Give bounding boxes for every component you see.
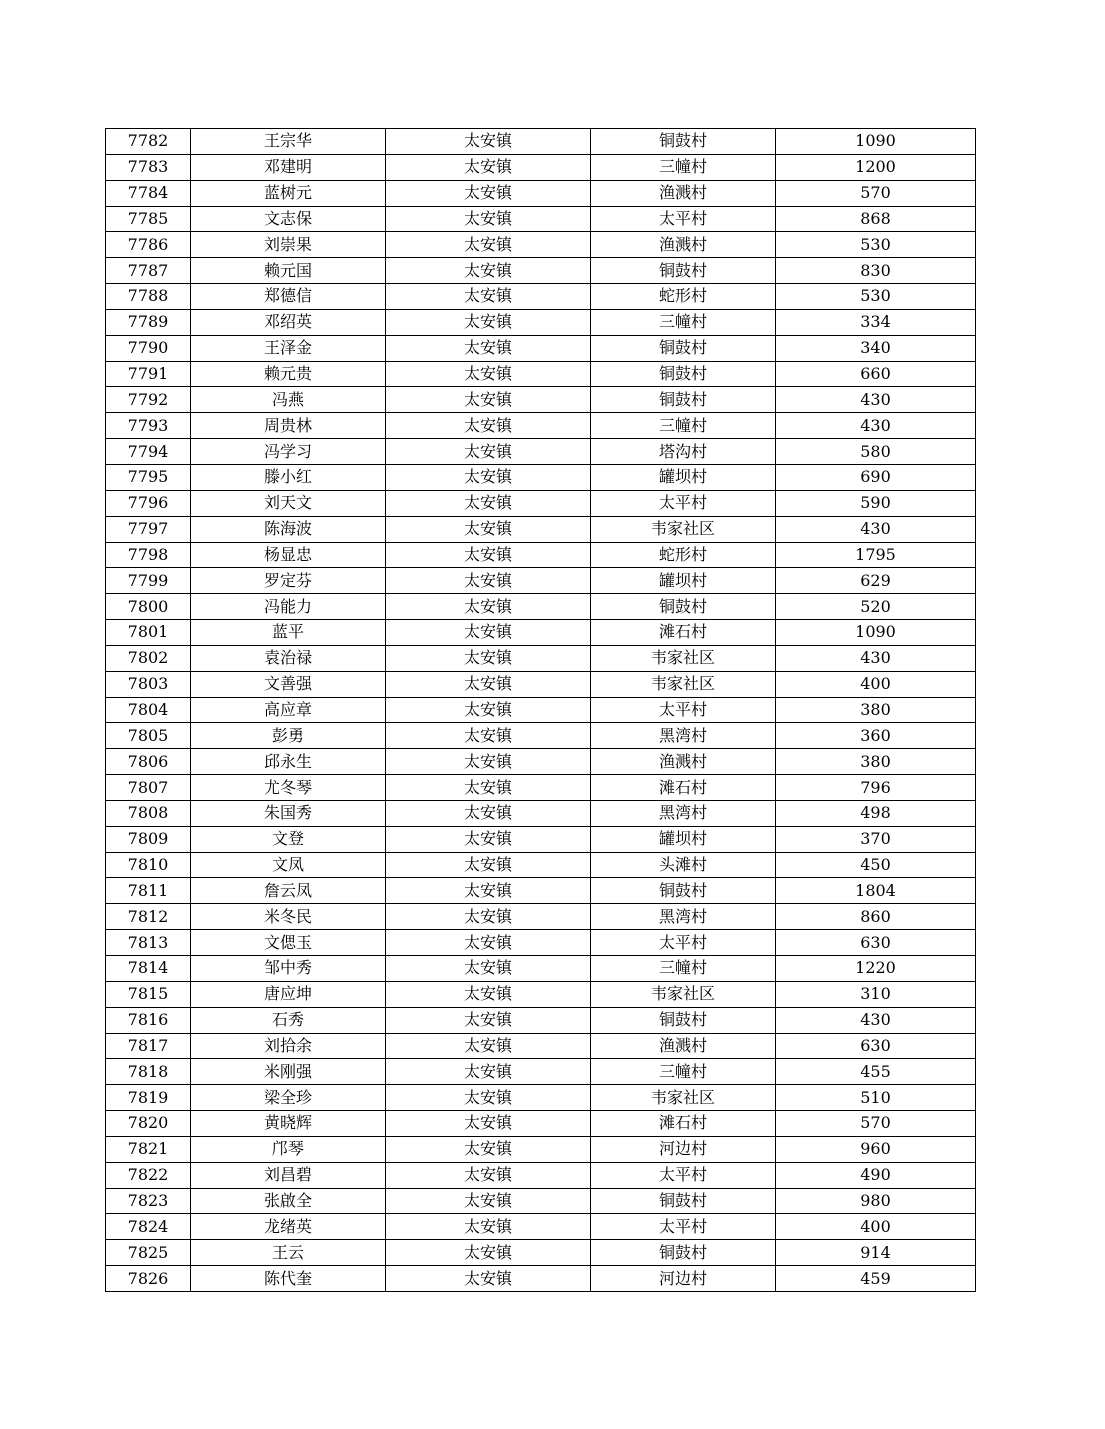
cell-name: 蓝树元 <box>191 180 386 206</box>
cell-village: 罐坝村 <box>591 826 776 852</box>
cell-amount: 570 <box>776 180 976 206</box>
table-row <box>106 1033 976 1059</box>
cell-town: 太安镇 <box>386 749 591 775</box>
cell-village: 黑湾村 <box>591 904 776 930</box>
cell-town: 太安镇 <box>386 154 591 180</box>
cell-name: 赖元国 <box>191 258 386 284</box>
cell-amount: 960 <box>776 1136 976 1162</box>
cell-amount: 660 <box>776 361 976 387</box>
cell-amount: 430 <box>776 645 976 671</box>
cell-id: 7819 <box>106 1085 191 1111</box>
cell-name: 邹中秀 <box>191 956 386 982</box>
cell-village: 铜鼓村 <box>591 129 776 155</box>
cell-name: 文凤 <box>191 852 386 878</box>
table-row <box>106 723 976 749</box>
cell-id: 7823 <box>106 1188 191 1214</box>
cell-town: 太安镇 <box>386 490 591 516</box>
cell-id: 7784 <box>106 180 191 206</box>
cell-id: 7814 <box>106 956 191 982</box>
cell-name: 冯能力 <box>191 594 386 620</box>
cell-town: 太安镇 <box>386 1111 591 1137</box>
cell-town: 太安镇 <box>386 464 591 490</box>
cell-name: 文偲玉 <box>191 930 386 956</box>
table-row <box>106 309 976 335</box>
table-row <box>106 1214 976 1240</box>
table-row <box>106 671 976 697</box>
cell-amount: 498 <box>776 800 976 826</box>
cell-town: 太安镇 <box>386 878 591 904</box>
cell-id: 7798 <box>106 542 191 568</box>
cell-name: 黄晓辉 <box>191 1111 386 1137</box>
cell-name: 朱国秀 <box>191 800 386 826</box>
table-row <box>106 568 976 594</box>
cell-village: 渔溅村 <box>591 1033 776 1059</box>
cell-id: 7801 <box>106 620 191 646</box>
cell-town: 太安镇 <box>386 594 591 620</box>
cell-town: 太安镇 <box>386 620 591 646</box>
cell-amount: 590 <box>776 490 976 516</box>
cell-amount: 914 <box>776 1240 976 1266</box>
cell-amount: 630 <box>776 1033 976 1059</box>
cell-amount: 530 <box>776 232 976 258</box>
cell-amount: 430 <box>776 413 976 439</box>
cell-id: 7813 <box>106 930 191 956</box>
cell-name: 王云 <box>191 1240 386 1266</box>
cell-amount: 400 <box>776 1214 976 1240</box>
cell-village: 铜鼓村 <box>591 258 776 284</box>
cell-village: 滩石村 <box>591 620 776 646</box>
cell-name: 詹云凤 <box>191 878 386 904</box>
cell-name: 赖元贵 <box>191 361 386 387</box>
cell-id: 7807 <box>106 775 191 801</box>
table-row <box>106 749 976 775</box>
cell-town: 太安镇 <box>386 1007 591 1033</box>
cell-name: 米冬民 <box>191 904 386 930</box>
cell-town: 太安镇 <box>386 413 591 439</box>
cell-amount: 1090 <box>776 129 976 155</box>
cell-town: 太安镇 <box>386 439 591 465</box>
cell-village: 铜鼓村 <box>591 387 776 413</box>
cell-amount: 796 <box>776 775 976 801</box>
table-row <box>106 645 976 671</box>
table-row <box>106 129 976 155</box>
cell-id: 7791 <box>106 361 191 387</box>
cell-id: 7805 <box>106 723 191 749</box>
cell-town: 太安镇 <box>386 1085 591 1111</box>
table-row <box>106 464 976 490</box>
cell-town: 太安镇 <box>386 335 591 361</box>
cell-village: 太平村 <box>591 930 776 956</box>
cell-id: 7820 <box>106 1111 191 1137</box>
table-row <box>106 1136 976 1162</box>
cell-name: 高应章 <box>191 697 386 723</box>
cell-village: 河边村 <box>591 1136 776 1162</box>
table-row <box>106 904 976 930</box>
cell-village: 蛇形村 <box>591 284 776 310</box>
cell-id: 7802 <box>106 645 191 671</box>
cell-village: 三幢村 <box>591 154 776 180</box>
cell-town: 太安镇 <box>386 826 591 852</box>
cell-amount: 868 <box>776 206 976 232</box>
cell-amount: 1804 <box>776 878 976 904</box>
cell-name: 王泽金 <box>191 335 386 361</box>
cell-name: 邓绍英 <box>191 309 386 335</box>
cell-name: 刘天文 <box>191 490 386 516</box>
cell-village: 铜鼓村 <box>591 1240 776 1266</box>
cell-id: 7825 <box>106 1240 191 1266</box>
table-row <box>106 206 976 232</box>
cell-name: 文善强 <box>191 671 386 697</box>
cell-village: 韦家社区 <box>591 981 776 1007</box>
table-row <box>106 826 976 852</box>
cell-name: 龙绪英 <box>191 1214 386 1240</box>
cell-amount: 334 <box>776 309 976 335</box>
cell-id: 7806 <box>106 749 191 775</box>
cell-amount: 570 <box>776 1111 976 1137</box>
cell-village: 三幢村 <box>591 413 776 439</box>
cell-name: 滕小红 <box>191 464 386 490</box>
cell-name: 袁治禄 <box>191 645 386 671</box>
cell-id: 7810 <box>106 852 191 878</box>
cell-name: 彭勇 <box>191 723 386 749</box>
cell-name: 石秀 <box>191 1007 386 1033</box>
cell-amount: 629 <box>776 568 976 594</box>
cell-village: 河边村 <box>591 1266 776 1292</box>
cell-town: 太安镇 <box>386 516 591 542</box>
cell-amount: 430 <box>776 516 976 542</box>
table-row <box>106 387 976 413</box>
cell-village: 黑湾村 <box>591 723 776 749</box>
cell-village: 塔沟村 <box>591 439 776 465</box>
cell-name: 米刚强 <box>191 1059 386 1085</box>
cell-amount: 490 <box>776 1162 976 1188</box>
cell-amount: 860 <box>776 904 976 930</box>
cell-town: 太安镇 <box>386 671 591 697</box>
table-row <box>106 981 976 1007</box>
table-row <box>106 1007 976 1033</box>
cell-amount: 580 <box>776 439 976 465</box>
cell-village: 渔溅村 <box>591 749 776 775</box>
cell-name: 冯学习 <box>191 439 386 465</box>
cell-town: 太安镇 <box>386 1136 591 1162</box>
cell-village: 铜鼓村 <box>591 361 776 387</box>
cell-id: 7818 <box>106 1059 191 1085</box>
cell-name: 陈代奎 <box>191 1266 386 1292</box>
cell-village: 韦家社区 <box>591 671 776 697</box>
cell-name: 唐应坤 <box>191 981 386 1007</box>
cell-town: 太安镇 <box>386 904 591 930</box>
table-row <box>106 490 976 516</box>
table-row <box>106 594 976 620</box>
cell-town: 太安镇 <box>386 309 591 335</box>
cell-name: 文志保 <box>191 206 386 232</box>
table-body <box>106 129 976 1292</box>
cell-id: 7792 <box>106 387 191 413</box>
table-row <box>106 956 976 982</box>
table-row <box>106 154 976 180</box>
cell-town: 太安镇 <box>386 129 591 155</box>
cell-id: 7811 <box>106 878 191 904</box>
table-row <box>106 516 976 542</box>
cell-name: 尤冬琴 <box>191 775 386 801</box>
cell-town: 太安镇 <box>386 956 591 982</box>
roster-table <box>105 128 976 1292</box>
cell-id: 7794 <box>106 439 191 465</box>
cell-town: 太安镇 <box>386 258 591 284</box>
cell-village: 太平村 <box>591 1162 776 1188</box>
cell-amount: 430 <box>776 387 976 413</box>
cell-name: 邝琴 <box>191 1136 386 1162</box>
cell-amount: 510 <box>776 1085 976 1111</box>
cell-amount: 380 <box>776 749 976 775</box>
cell-name: 罗定芬 <box>191 568 386 594</box>
table-row <box>106 1188 976 1214</box>
cell-village: 三幢村 <box>591 956 776 982</box>
cell-village: 韦家社区 <box>591 516 776 542</box>
cell-village: 太平村 <box>591 490 776 516</box>
cell-amount: 520 <box>776 594 976 620</box>
cell-town: 太安镇 <box>386 723 591 749</box>
cell-name: 冯燕 <box>191 387 386 413</box>
cell-town: 太安镇 <box>386 1266 591 1292</box>
cell-id: 7826 <box>106 1266 191 1292</box>
cell-id: 7785 <box>106 206 191 232</box>
cell-id: 7782 <box>106 129 191 155</box>
table-row <box>106 1059 976 1085</box>
cell-id: 7783 <box>106 154 191 180</box>
cell-town: 太安镇 <box>386 180 591 206</box>
cell-id: 7789 <box>106 309 191 335</box>
cell-id: 7815 <box>106 981 191 1007</box>
cell-id: 7822 <box>106 1162 191 1188</box>
cell-id: 7796 <box>106 490 191 516</box>
table-row <box>106 775 976 801</box>
cell-village: 三幢村 <box>591 309 776 335</box>
cell-amount: 630 <box>776 930 976 956</box>
cell-id: 7786 <box>106 232 191 258</box>
cell-id: 7788 <box>106 284 191 310</box>
table-row <box>106 852 976 878</box>
cell-town: 太安镇 <box>386 930 591 956</box>
cell-amount: 430 <box>776 1007 976 1033</box>
cell-name: 陈海波 <box>191 516 386 542</box>
cell-town: 太安镇 <box>386 1240 591 1266</box>
table-row <box>106 800 976 826</box>
cell-town: 太安镇 <box>386 697 591 723</box>
cell-id: 7800 <box>106 594 191 620</box>
cell-town: 太安镇 <box>386 1162 591 1188</box>
table-row <box>106 542 976 568</box>
cell-id: 7797 <box>106 516 191 542</box>
cell-name: 刘拾余 <box>191 1033 386 1059</box>
cell-amount: 455 <box>776 1059 976 1085</box>
cell-village: 铜鼓村 <box>591 335 776 361</box>
table-row <box>106 878 976 904</box>
cell-name: 文登 <box>191 826 386 852</box>
cell-village: 铜鼓村 <box>591 1007 776 1033</box>
cell-town: 太安镇 <box>386 361 591 387</box>
cell-amount: 370 <box>776 826 976 852</box>
cell-village: 滩石村 <box>591 1111 776 1137</box>
cell-village: 蛇形村 <box>591 542 776 568</box>
cell-amount: 459 <box>776 1266 976 1292</box>
cell-name: 邓建明 <box>191 154 386 180</box>
cell-id: 7787 <box>106 258 191 284</box>
cell-village: 渔溅村 <box>591 180 776 206</box>
cell-amount: 1795 <box>776 542 976 568</box>
cell-amount: 340 <box>776 335 976 361</box>
cell-town: 太安镇 <box>386 1059 591 1085</box>
cell-village: 太平村 <box>591 697 776 723</box>
cell-village: 韦家社区 <box>591 645 776 671</box>
cell-town: 太安镇 <box>386 284 591 310</box>
table-row <box>106 1266 976 1292</box>
table-row <box>106 1162 976 1188</box>
table-row <box>106 1085 976 1111</box>
table-row <box>106 1111 976 1137</box>
cell-village: 头滩村 <box>591 852 776 878</box>
cell-name: 梁全珍 <box>191 1085 386 1111</box>
cell-town: 太安镇 <box>386 852 591 878</box>
cell-id: 7803 <box>106 671 191 697</box>
cell-town: 太安镇 <box>386 1033 591 1059</box>
cell-town: 太安镇 <box>386 387 591 413</box>
cell-id: 7809 <box>106 826 191 852</box>
table-row <box>106 413 976 439</box>
table-row <box>106 1240 976 1266</box>
cell-town: 太安镇 <box>386 800 591 826</box>
cell-name: 刘昌碧 <box>191 1162 386 1188</box>
cell-id: 7821 <box>106 1136 191 1162</box>
cell-name: 蓝平 <box>191 620 386 646</box>
cell-village: 铜鼓村 <box>591 594 776 620</box>
cell-name: 杨显忠 <box>191 542 386 568</box>
table-row <box>106 284 976 310</box>
cell-town: 太安镇 <box>386 645 591 671</box>
cell-id: 7824 <box>106 1214 191 1240</box>
cell-id: 7816 <box>106 1007 191 1033</box>
cell-town: 太安镇 <box>386 1214 591 1240</box>
cell-village: 滩石村 <box>591 775 776 801</box>
cell-town: 太安镇 <box>386 981 591 1007</box>
cell-amount: 530 <box>776 284 976 310</box>
cell-village: 铜鼓村 <box>591 878 776 904</box>
cell-town: 太安镇 <box>386 232 591 258</box>
cell-town: 太安镇 <box>386 206 591 232</box>
table-row <box>106 439 976 465</box>
cell-village: 罐坝村 <box>591 568 776 594</box>
cell-village: 罐坝村 <box>591 464 776 490</box>
cell-amount: 360 <box>776 723 976 749</box>
cell-id: 7793 <box>106 413 191 439</box>
table-row <box>106 930 976 956</box>
cell-name: 张啟全 <box>191 1188 386 1214</box>
cell-amount: 1220 <box>776 956 976 982</box>
cell-amount: 830 <box>776 258 976 284</box>
table-row <box>106 335 976 361</box>
table-row <box>106 232 976 258</box>
cell-village: 太平村 <box>591 206 776 232</box>
cell-town: 太安镇 <box>386 775 591 801</box>
cell-village: 黑湾村 <box>591 800 776 826</box>
cell-town: 太安镇 <box>386 1188 591 1214</box>
cell-id: 7812 <box>106 904 191 930</box>
cell-amount: 310 <box>776 981 976 1007</box>
cell-name: 郑德信 <box>191 284 386 310</box>
cell-id: 7790 <box>106 335 191 361</box>
table-row <box>106 258 976 284</box>
cell-id: 7804 <box>106 697 191 723</box>
cell-amount: 400 <box>776 671 976 697</box>
cell-amount: 1090 <box>776 620 976 646</box>
cell-village: 太平村 <box>591 1214 776 1240</box>
cell-id: 7795 <box>106 464 191 490</box>
cell-amount: 380 <box>776 697 976 723</box>
cell-id: 7808 <box>106 800 191 826</box>
cell-village: 渔溅村 <box>591 232 776 258</box>
cell-town: 太安镇 <box>386 542 591 568</box>
cell-amount: 980 <box>776 1188 976 1214</box>
cell-id: 7817 <box>106 1033 191 1059</box>
cell-name: 周贵林 <box>191 413 386 439</box>
cell-town: 太安镇 <box>386 568 591 594</box>
cell-village: 铜鼓村 <box>591 1188 776 1214</box>
table-row <box>106 361 976 387</box>
cell-village: 韦家社区 <box>591 1085 776 1111</box>
cell-amount: 1200 <box>776 154 976 180</box>
table-row <box>106 697 976 723</box>
cell-amount: 690 <box>776 464 976 490</box>
cell-name: 王宗华 <box>191 129 386 155</box>
cell-village: 三幢村 <box>591 1059 776 1085</box>
table-row <box>106 620 976 646</box>
table-row <box>106 180 976 206</box>
cell-name: 刘崇果 <box>191 232 386 258</box>
cell-name: 邱永生 <box>191 749 386 775</box>
cell-amount: 450 <box>776 852 976 878</box>
cell-id: 7799 <box>106 568 191 594</box>
